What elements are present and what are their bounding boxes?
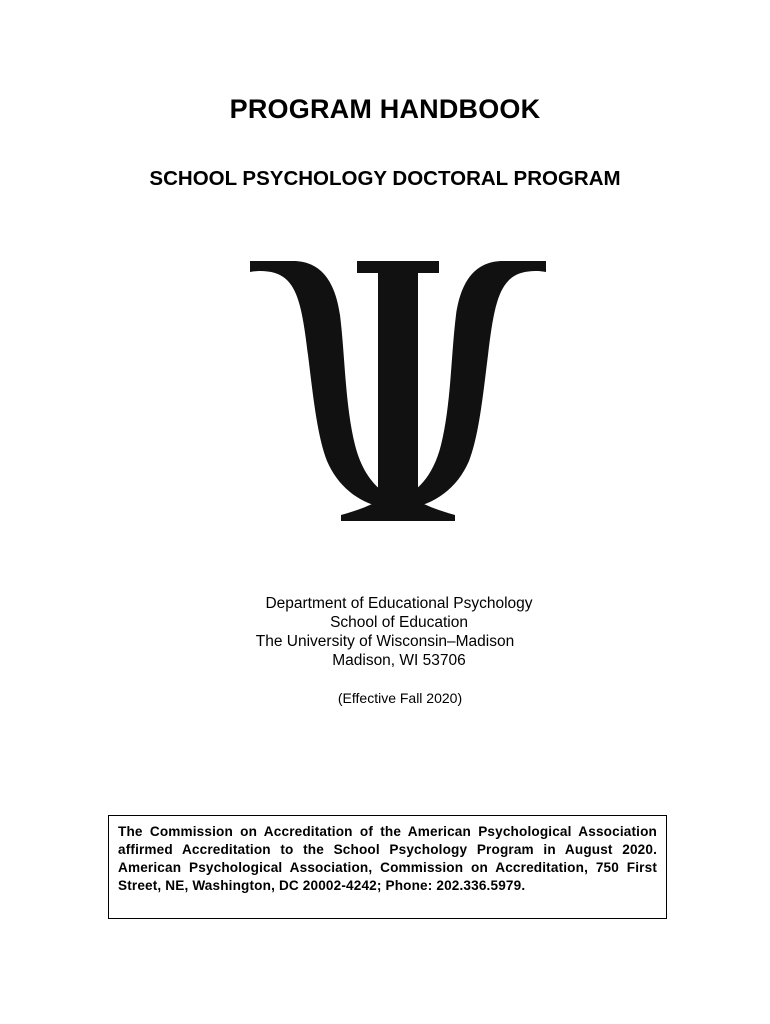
page-title: PROGRAM HANDBOOK — [229, 94, 541, 124]
school-name: School of Education — [330, 614, 468, 631]
psi-icon — [245, 255, 551, 525]
department-name: Department of Educational Psychology — [265, 595, 533, 612]
university-name: The University of Wisconsin–Madison — [255, 633, 515, 650]
accreditation-notice: The Commission on Accreditation of the American Psychological Association affirmed Accreditation to the School Psychology Program in August 2020. American Psychological Association, Commission on Accreditation, 750 First Street, NE, Washington, DC 20002-4242; Phone: 202.336.5979. — [108, 815, 667, 919]
address-block — [0, 594, 770, 670]
city-line: Madison, WI 53706 — [332, 652, 466, 669]
page-subtitle: SCHOOL PSYCHOLOGY DOCTORAL PROGRAM — [149, 167, 621, 190]
effective-date: (Effective Fall 2020) — [337, 690, 463, 706]
